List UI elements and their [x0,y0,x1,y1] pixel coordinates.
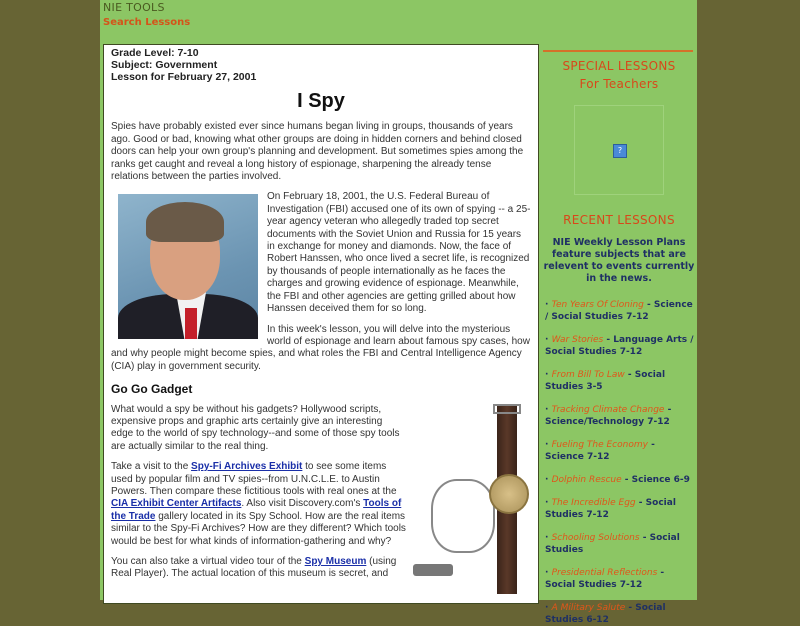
recent-lesson-item: · War Stories - Language Arts / Social Studies 7-12 [545,335,694,357]
museum-paragraph: You can also take a virtual video tour of the Spy Museum (using Real Player). The actual location of this museum is secret, and [111,556,397,580]
search-lessons-link[interactable]: Search Lessons [103,17,191,28]
grade-level: Grade Level: 7-10 [111,47,199,59]
lesson-content [103,44,539,604]
subject: Subject: Government [111,59,218,71]
lesson-link[interactable]: War Stories [551,335,604,345]
ad-placeholder[interactable] [574,105,664,195]
lesson-link[interactable]: The Incredible Egg [551,498,636,508]
sidebar-intro: NIE Weekly Lesson Plans feature subjects that are relevent to events currently in the news. [543,237,695,284]
recent-lesson-item: · Schooling Solutions - Social Studies [545,533,680,555]
top-nav [103,1,190,30]
recent-lesson-item: · A Military Salute - Social Studies 6-12 [545,603,666,625]
lesson-link[interactable]: Presidential Reflections [551,568,658,578]
lesson-link[interactable]: A Military Salute [551,603,626,613]
fbi-paragraph: On February 18, 2001, the U.S. Federal Bureau of Investigation (FBI) accused one of its own of spying -- a 25-year agency veteran who allegedly traded top secret documents with the Soviet Union and Russia for 15 years in exchange for money and diamonds. Now, the face of Robert Hanssen, who once lived a secret life, is recognized by thousands of people internationally as he faces the charges and growing evidence of espionage. Meanwhile, the FBI and other agencies are getting grilled about how Hanssen deceived them for so long. [267,191,531,315]
nie-tools-link[interactable]: NIE TOOLS [103,1,165,14]
recent-lesson-item: · Dolphin Rescue - Science 6-9 [545,475,690,485]
recent-lesson-item: · The Incredible Egg - Social Studies 7-12 [545,498,676,520]
cia-exhibit-link[interactable]: CIA Exhibit Center Artifacts [111,498,242,510]
recent-lessons-heading: RECENT LESSONS [563,213,675,227]
broken-image-icon: ? [613,144,627,158]
lesson-link[interactable]: Tracking Climate Change [551,405,665,415]
spy-watch-image [413,404,533,594]
recent-lesson-item: · Tracking Climate Change - Science/Technology 7-12 [545,405,672,427]
section-heading-gadget: Go Go Gadget [111,382,193,397]
exhibits-paragraph: Take a visit to the Spy-Fi Archives Exhibit to see some items used by popular film and TV spies--from U.N.C.L.E. to Austin Powers. Then compare these fictitious tools with real ones at the CIA Exhibit Center Artifacts. Also visit Discovery.com's Tools of the Trade gallery located in its Spy School. How are the real items similar to the Spy-Fi Archives? How are they different? Which tools would be best for what kinds of information-gathering and why? [111,461,406,547]
special-lessons-heading: SPECIAL LESSONS [562,59,676,73]
gadget-paragraph: What would a spy be without his gadgets? Hollywood scripts, expensive props and graphic arts certainly give an interesting edge to the world of spy technology--and some of those spy tools are actually similar to the real thing. [111,403,400,452]
lesson-date: Lesson for February 27, 2001 [111,71,257,83]
spy-fi-archives-link[interactable]: Spy-Fi Archives Exhibit [191,461,303,473]
recent-lesson-item: · Fueling The Economy - Science 7-12 [545,440,655,462]
page-container [100,0,697,625]
lesson-link[interactable]: Dolphin Rescue [551,475,622,485]
spy-museum-link[interactable]: Spy Museum [304,556,367,567]
lesson-link[interactable]: Fueling The Economy [551,440,648,450]
recent-lesson-item: · Presidential Reflections - Social Studies 7-12 [545,568,665,590]
page-title: I Spy [297,90,345,112]
sidebar [543,44,695,625]
recent-lesson-item: · Ten Years Of Cloning - Science / Social Studies 7-12 [545,300,693,322]
tools-of-trade-link[interactable]: Tools of the Trade [111,498,402,522]
sidebar-divider [543,50,693,52]
lesson-meta [111,47,531,83]
robert-hanssen-photo [118,194,258,339]
lesson-link[interactable]: From Bill To Law [551,370,625,380]
for-teachers-heading: For Teachers [579,77,659,91]
intro-paragraph: Spies have probably existed ever since humans began living in groups, thousands of years ago. Good or bad, knowing what other groups are doing in hidden corners and behind closed doors can help your own group's planning and development. But sometimes spies among the ranks get caught and reveal a long history of espionage, sharpening the already tense relations between the parties involved. [111,121,524,183]
recent-lesson-item: · From Bill To Law - Social Studies 3-5 [545,370,666,392]
lesson-link[interactable]: Schooling Solutions [551,533,640,543]
lesson-link[interactable]: Ten Years Of Cloning [551,300,644,310]
lesson-overview-paragraph: In this week's lesson, you will delve into the mysterious world of espionage and learn about famous spy cases, how and why people might become spies, and what roles the FBI and Central Intelligence Agency (CIA) play in government security. [111,323,530,372]
